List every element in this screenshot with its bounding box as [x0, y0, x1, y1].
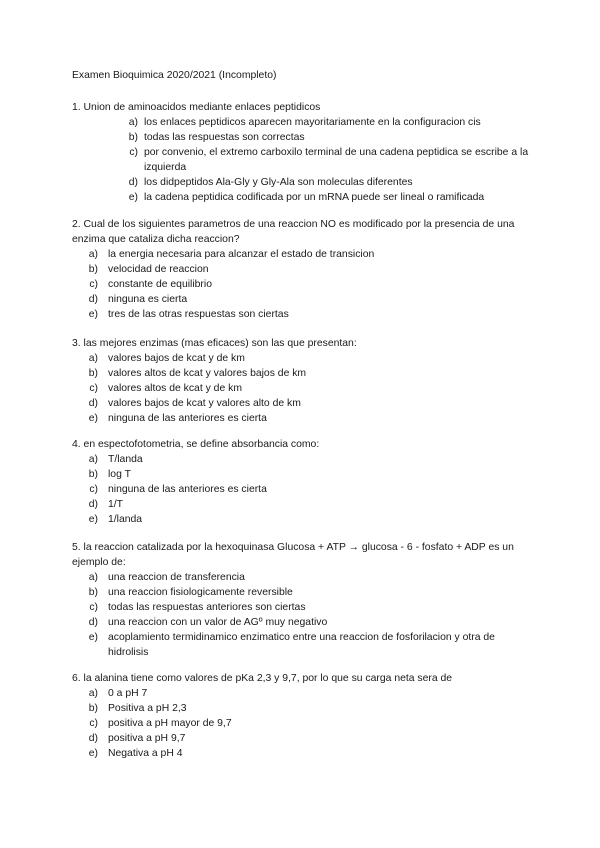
- option-a: [72, 452, 534, 467]
- option-letter: d): [88, 617, 98, 628]
- option-d: [72, 292, 534, 307]
- option-letter: d): [88, 398, 98, 409]
- option-letter: e): [88, 748, 98, 759]
- option-text: valores altos de kcat y valores bajos de km: [108, 368, 307, 379]
- option-letter: e): [128, 192, 138, 203]
- option-text: T/landa: [108, 454, 143, 465]
- option-text: 1/landa: [108, 514, 143, 525]
- option-d: [72, 175, 534, 190]
- option-letter: b): [88, 703, 98, 714]
- option-text: tres de las otras respuestas son ciertas: [108, 309, 289, 320]
- option-c: [72, 716, 534, 731]
- option-text: los enlaces peptidicos aparecen mayoritariamente en la configuracion cis: [144, 117, 481, 128]
- option-text: ninguna de las anteriores es cierta: [108, 413, 267, 424]
- option-text: la cadena peptidica codificada por un mRNA puede ser lineal o ramificada: [144, 192, 485, 203]
- option-letter: c): [129, 147, 138, 158]
- option-letter: b): [88, 264, 98, 275]
- option-b: [72, 130, 534, 145]
- option-text: valores bajos de kcat y de km: [108, 353, 245, 364]
- option-letter: b): [88, 469, 98, 480]
- option-c: [72, 600, 534, 615]
- option-c: [72, 145, 534, 175]
- option-text: Negativa a pH 4: [108, 748, 183, 759]
- question-stem: 1. Union de aminoacidos mediante enlaces peptidicos: [72, 102, 321, 113]
- option-b: [72, 262, 534, 277]
- option-d: [72, 396, 534, 411]
- question-6: [72, 671, 534, 761]
- options-list: [72, 686, 534, 761]
- option-text: los didpeptidos Ala-Gly y Gly-Ala son moleculas diferentes: [144, 177, 413, 188]
- option-letter: a): [88, 353, 98, 364]
- options-list: [72, 570, 534, 660]
- options-list: [72, 115, 534, 205]
- option-a: [72, 351, 534, 366]
- option-a: [72, 247, 534, 262]
- option-text: positiva a pH mayor de 9,7: [108, 718, 232, 729]
- option-text: acoplamiento termidinamico enzimatico entre una reaccion de fosforilacion y otra de hidrolisis: [108, 632, 495, 658]
- option-text: valores bajos de kcat y valores alto de km: [108, 398, 301, 409]
- option-letter: a): [88, 688, 98, 699]
- option-c: [72, 381, 534, 396]
- option-letter: e): [88, 514, 98, 525]
- option-letter: a): [88, 249, 98, 260]
- option-text: 1/T: [108, 499, 124, 510]
- option-b: [72, 585, 534, 600]
- option-letter: a): [88, 572, 98, 583]
- option-b: [72, 701, 534, 716]
- option-text: valores altos de kcat y de km: [108, 383, 242, 394]
- question-2: [72, 217, 534, 322]
- option-d: [72, 615, 534, 630]
- option-letter: d): [128, 177, 138, 188]
- option-text: velocidad de reaccion: [108, 264, 209, 275]
- option-e: [72, 307, 534, 322]
- option-letter: a): [128, 117, 138, 128]
- option-letter: d): [88, 499, 98, 510]
- option-e: [72, 512, 534, 527]
- option-letter: e): [88, 413, 98, 424]
- option-d: [72, 731, 534, 746]
- question-stem: 4. en espectofotometria, se define absorbancia como:: [72, 439, 320, 450]
- option-letter: e): [88, 309, 98, 320]
- option-text: por convenio, el extremo carboxilo terminal de una cadena peptidica se escribe a la izquierda: [144, 147, 529, 173]
- question-stem: 3. las mejores enzimas (mas eficaces) son las que presentan:: [72, 338, 357, 349]
- option-b: [72, 366, 534, 381]
- option-e: [72, 411, 534, 426]
- option-a: [72, 115, 534, 130]
- question-5: [72, 540, 534, 660]
- option-a: [72, 686, 534, 701]
- option-letter: c): [89, 279, 98, 290]
- document-title: Examen Bioquimica 2020/2021 (Incompleto): [72, 70, 277, 81]
- option-letter: d): [88, 733, 98, 744]
- options-list: [72, 351, 534, 426]
- option-text: ninguna es cierta: [108, 294, 188, 305]
- option-text: constante de equilibrio: [108, 279, 212, 290]
- option-letter: c): [89, 602, 98, 613]
- options-list: [72, 452, 534, 527]
- option-text: todas las respuestas anteriores son ciertas: [108, 602, 306, 613]
- option-letter: a): [88, 454, 98, 465]
- option-letter: c): [89, 383, 98, 394]
- option-d: [72, 497, 534, 512]
- option-text: ninguna de las anteriores es cierta: [108, 484, 267, 495]
- option-text: todas las respuestas son correctas: [144, 132, 305, 143]
- option-text: la energia necesaria para alcanzar el estado de transicion: [108, 249, 375, 260]
- option-text: log T: [108, 469, 131, 480]
- option-letter: c): [89, 718, 98, 729]
- option-letter: b): [128, 132, 138, 143]
- option-e: [72, 630, 534, 660]
- option-text: positiva a pH 9,7: [108, 733, 186, 744]
- option-b: [72, 467, 534, 482]
- option-text: una reaccion fisiologicamente reversible: [108, 587, 293, 598]
- option-c: [72, 277, 534, 292]
- option-text: 0 a pH 7: [108, 688, 148, 699]
- question-3: [72, 336, 534, 426]
- option-c: [72, 482, 534, 497]
- question-1: [72, 100, 534, 205]
- question-stem: 5. la reaccion catalizada por la hexoquinasa Glucosa + ATP → glucosa - 6 - fosfato + ADP es un ejemplo de:: [72, 542, 514, 568]
- option-e: [72, 190, 534, 205]
- question-stem: 2. Cual de los siguientes parametros de una reaccion NO es modificado por la presencia de una enzima que cataliza dicha reaccion?: [72, 219, 515, 245]
- option-text: una reaccion de transferencia: [108, 572, 245, 583]
- option-letter: b): [88, 587, 98, 598]
- question-4: [72, 437, 534, 527]
- question-stem: 6. la alanina tiene como valores de pKa 2,3 y 9,7, por lo que su carga neta sera de: [72, 673, 453, 684]
- option-letter: b): [88, 368, 98, 379]
- option-text: una reaccion con un valor de AGº muy negativo: [108, 617, 328, 628]
- option-e: [72, 746, 534, 761]
- option-letter: c): [89, 484, 98, 495]
- option-letter: d): [88, 294, 98, 305]
- option-letter: e): [88, 632, 98, 643]
- option-text: Positiva a pH 2,3: [108, 703, 187, 714]
- option-a: [72, 570, 534, 585]
- options-list: [72, 247, 534, 322]
